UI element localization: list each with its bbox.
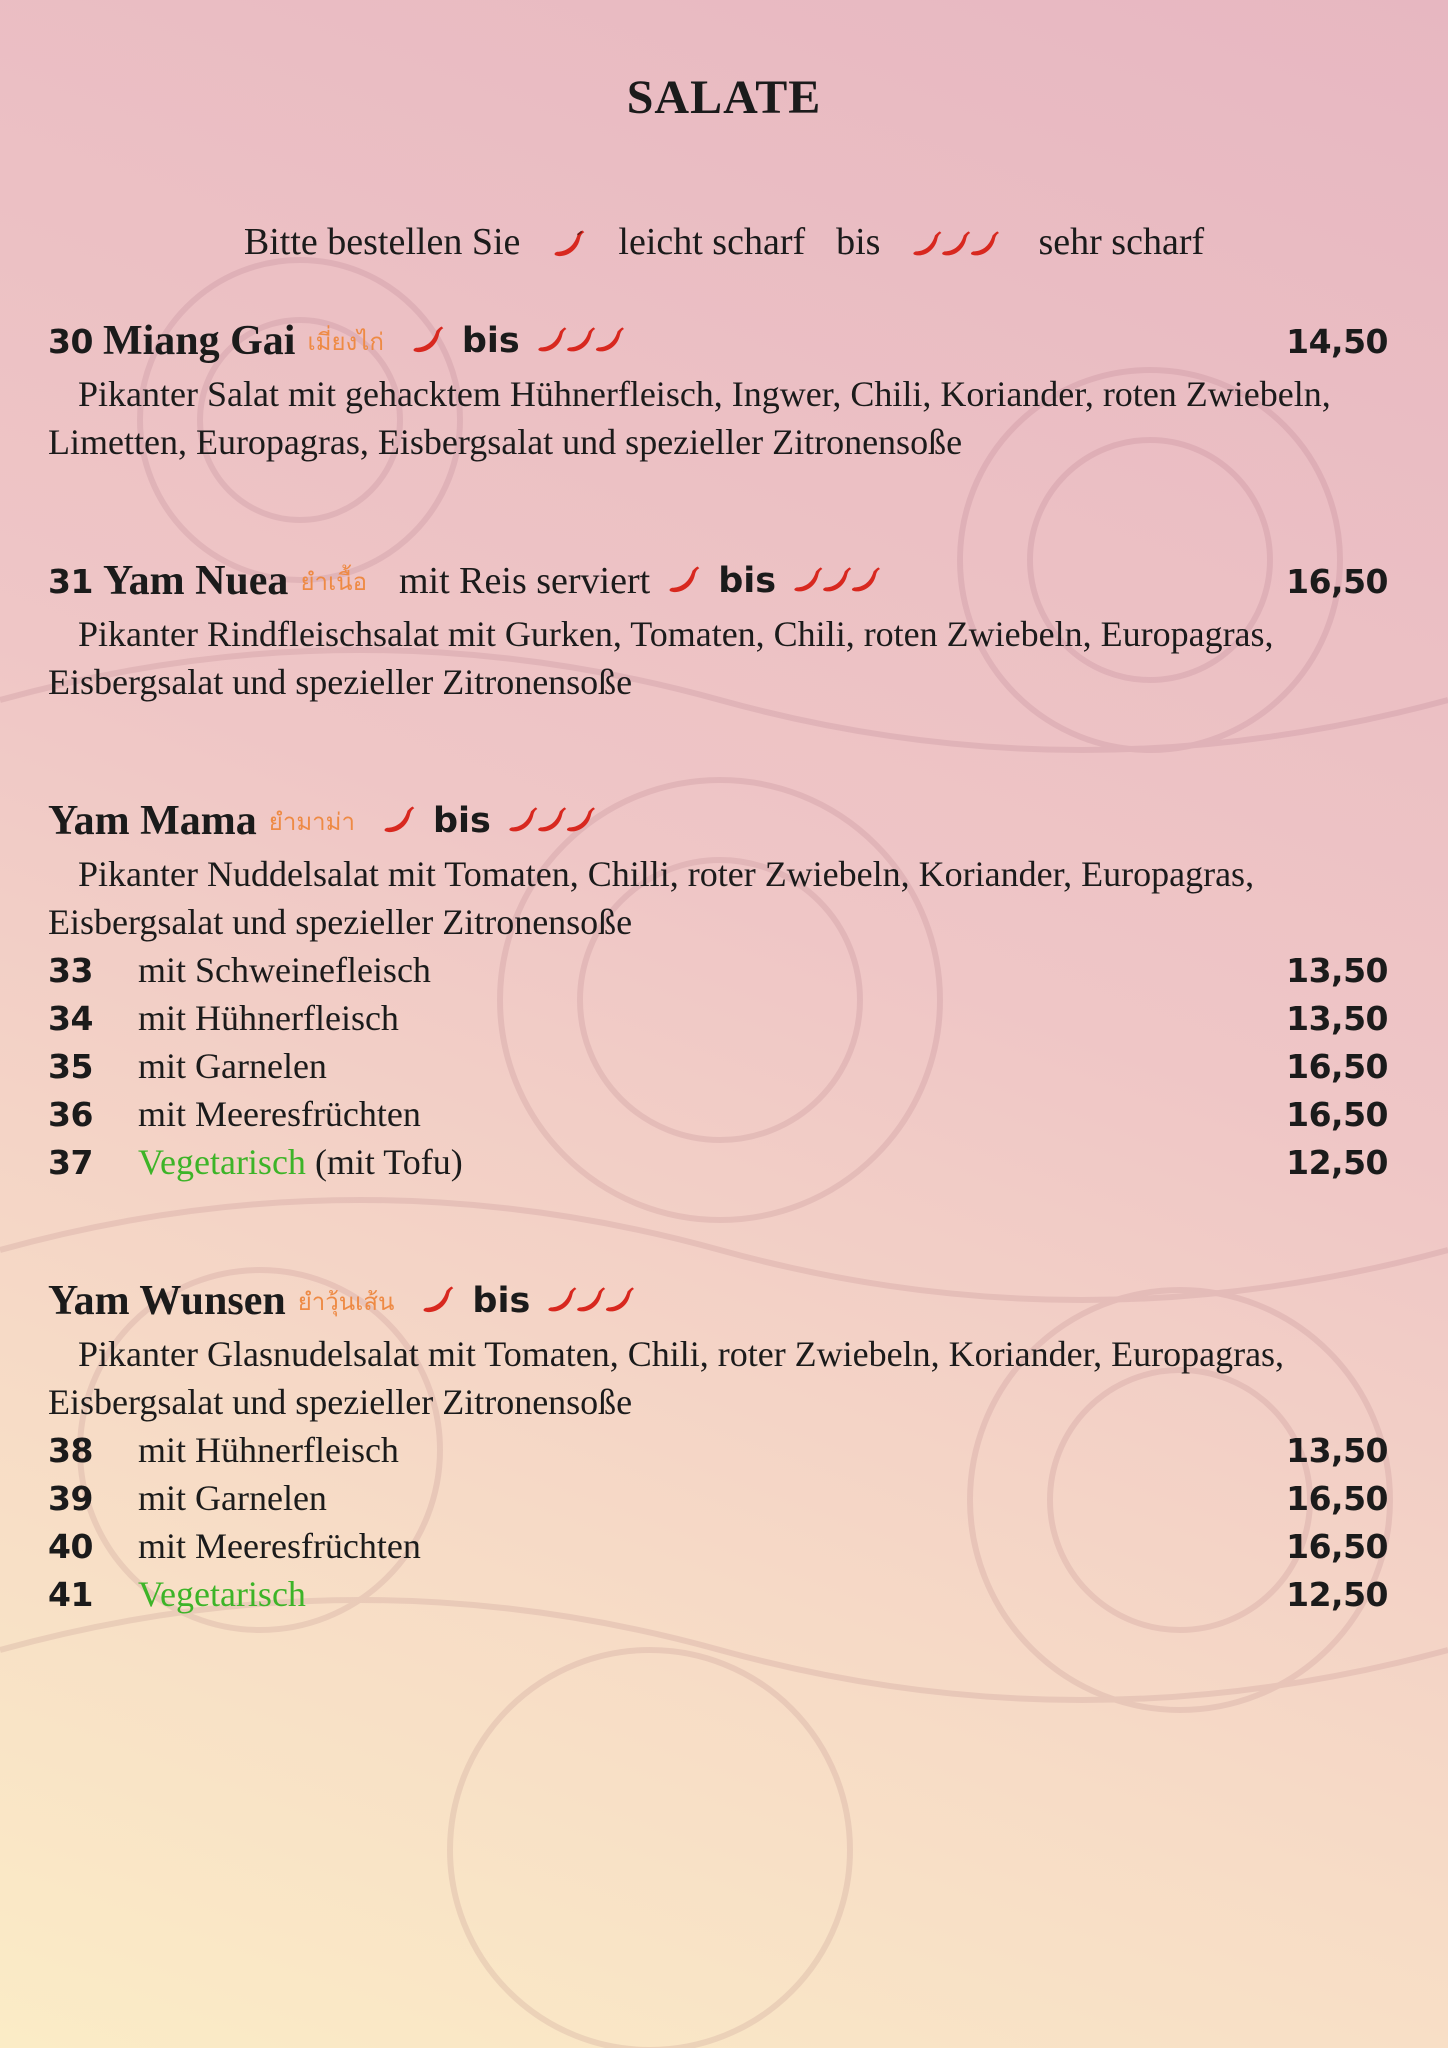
variant-price: 13,50 [1286, 998, 1388, 1038]
triple-chili-icon [507, 804, 603, 838]
variant-label: mit Meeresfrüchten [138, 1094, 421, 1134]
variant-price: 16,50 [1286, 1526, 1388, 1566]
chili-icon [381, 804, 417, 838]
variant-price: 13,50 [1286, 1430, 1388, 1470]
menu-item-yam-wunsen [48, 1276, 1388, 1618]
triple-chili-icon [546, 1284, 642, 1318]
variant-label: mit Hühnerfleisch [138, 998, 399, 1038]
variant-row [48, 1522, 1388, 1570]
legend-mild-label: leicht scharf [618, 221, 806, 263]
menu-item-yam-mama [48, 796, 1388, 1186]
triple-chili-icon [536, 324, 632, 358]
item-thai-name: ยำมาม่า [268, 807, 355, 836]
item-name: Yam Wunsen [48, 1278, 286, 1324]
chili-icon [410, 324, 446, 358]
variant-price: 16,50 [1286, 1478, 1388, 1518]
menu-item-yam-nuea [48, 556, 1388, 706]
variant-number: 40 [48, 1526, 93, 1566]
variant-price: 16,50 [1286, 1094, 1388, 1134]
vegetarian-label: Vegetarisch [138, 1142, 306, 1182]
variant-number: 41 [48, 1574, 93, 1614]
item-thai-name: ยำเนื้อ [300, 567, 367, 596]
triple-chili-icon [911, 228, 1007, 262]
variant-row [48, 1090, 1388, 1138]
variant-suffix: (mit Tofu) [305, 1142, 463, 1182]
item-thai-name: เมี่ยงไก่ [307, 327, 384, 356]
legend-prefix: Bitte bestellen Sie [243, 221, 521, 263]
variant-row [48, 1138, 1388, 1186]
spice-range-bis: bis [432, 801, 491, 841]
legend-bis: bis [836, 221, 881, 263]
item-description: Pikanter Rindfleischsalat mit Gurken, Tomaten, Chili, roten Zwiebeln, Europagras, Eisbergsalat und spezieller Zitronensoße [48, 614, 1274, 702]
item-price: 16,50 [1286, 561, 1388, 601]
item-description: Pikanter Salat mit gehacktem Hühnerfleisch, Ingwer, Chili, Koriander, roten Zwiebeln, Limetten, Europagras, Eisbergsalat und spezieller Zitronensoße [48, 374, 1331, 462]
variant-label: mit Hühnerfleisch [138, 1430, 399, 1470]
variant-number: 37 [48, 1142, 93, 1182]
item-note: mit Reis serviert [399, 560, 651, 602]
menu-item-miang-gai [48, 316, 1388, 466]
variant-number: 38 [48, 1430, 93, 1470]
triple-chili-icon [792, 564, 888, 598]
item-thai-name: ยำวุ้นเส้น [297, 1287, 395, 1316]
spiciness-legend [0, 220, 1448, 264]
variant-price: 12,50 [1286, 1574, 1388, 1614]
chili-icon [666, 564, 702, 598]
variant-number: 36 [48, 1094, 93, 1134]
variant-price: 13,50 [1286, 950, 1388, 990]
variant-number: 33 [48, 950, 93, 990]
variant-label: mit Schweinefleisch [138, 950, 431, 990]
chili-icon [420, 1284, 456, 1318]
spice-range-bis: bis [718, 561, 777, 601]
legend-hot-label: sehr scharf [1038, 221, 1205, 263]
item-number: 31 [48, 561, 93, 601]
variant-row [48, 1570, 1388, 1618]
spice-range-bis: bis [472, 1281, 531, 1321]
vegetarian-label: Vegetarisch [138, 1574, 306, 1614]
variant-number: 34 [48, 998, 93, 1038]
variant-label: mit Garnelen [138, 1478, 327, 1518]
chili-icon [551, 228, 587, 262]
variant-label: mit Garnelen [138, 1046, 327, 1086]
variant-price: 16,50 [1286, 1046, 1388, 1086]
variant-row [48, 1042, 1388, 1090]
item-description: Pikanter Nuddelsalat mit Tomaten, Chilli, roter Zwiebeln, Koriander, Europagras, Eisbergsalat und spezieller Zitronensoße [48, 854, 1255, 942]
item-name: Yam Nuea [102, 558, 289, 604]
variant-row [48, 994, 1388, 1042]
variant-price: 12,50 [1286, 1142, 1388, 1182]
variant-label: mit Meeresfrüchten [138, 1526, 421, 1566]
variant-number: 35 [48, 1046, 93, 1086]
variant-label-container [138, 1141, 463, 1183]
variant-row [48, 1426, 1388, 1474]
item-description: Pikanter Glasnudelsalat mit Tomaten, Chili, roter Zwiebeln, Koriander, Europagras, Eisbergsalat und spezieller Zitronensoße [48, 1334, 1285, 1422]
variant-number: 39 [48, 1478, 93, 1518]
variant-row [48, 946, 1388, 994]
item-name: Miang Gai [102, 318, 296, 364]
item-price: 14,50 [1286, 321, 1388, 361]
spice-range-bis: bis [461, 321, 520, 361]
item-number: 30 [48, 321, 93, 361]
item-name: Yam Mama [48, 798, 257, 844]
page-title: SALATE [626, 71, 822, 124]
variant-row [48, 1474, 1388, 1522]
